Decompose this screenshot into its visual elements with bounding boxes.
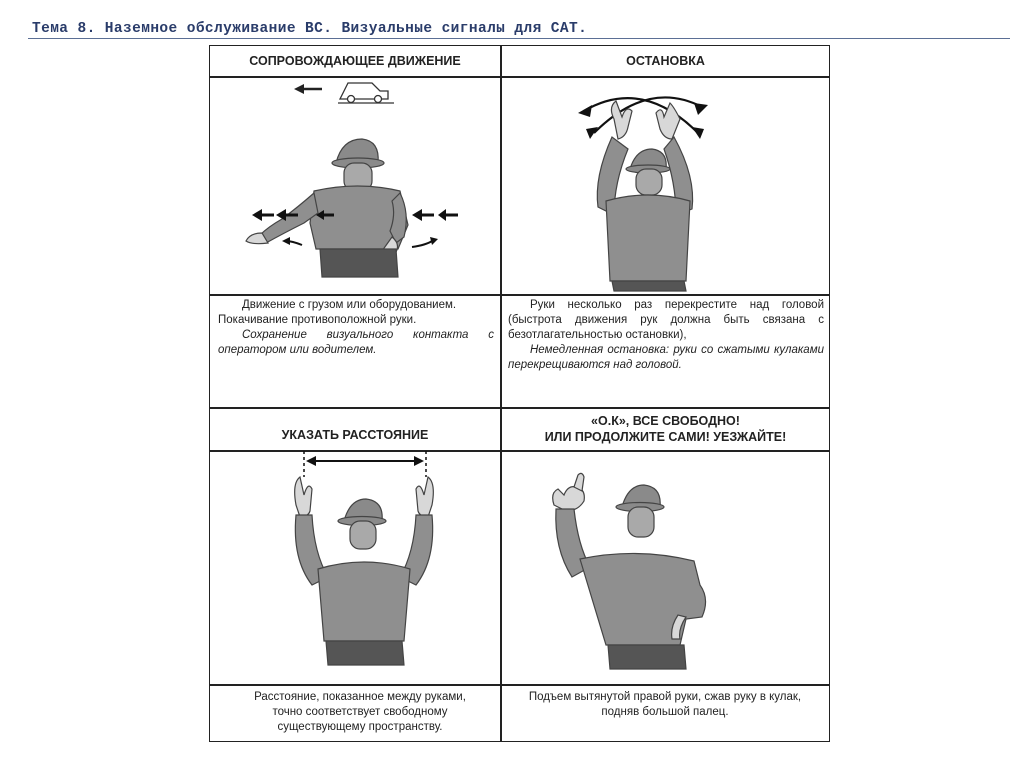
direction-arrow-icon [294, 84, 322, 94]
ground-worker-figure [295, 477, 434, 665]
ok-signal-illustration [502, 449, 828, 671]
car-icon [338, 83, 394, 103]
escort-line-3: Сохранение визуального контакта с оператором или водителем. [218, 329, 494, 356]
stop-description [508, 298, 824, 373]
row-divider [210, 294, 829, 296]
row-divider [210, 684, 829, 686]
distance-line-1: Расстояние, показанное между руками, точно соответствует свободному существующему пространству. [254, 691, 466, 733]
cell-heading-stop: ОСТАНОВКА [626, 54, 705, 68]
ok-line-1: Подъем вытянутой правой руки, сжав руку в кулак, подняв большой палец. [528, 691, 802, 718]
title-underline [28, 38, 1010, 39]
escort-line-1: Движение с грузом или оборудованием. [242, 299, 457, 311]
distance-signal-illustration [212, 449, 498, 671]
escort-line-2: Покачивание противоположной руки. [218, 314, 417, 326]
stop-line-2: Немедленная остановка: руки со сжатыми кулаками перекрещиваются над головой. [508, 344, 824, 371]
escort-signal-illustration [212, 77, 498, 291]
arrow-heads-icon [578, 103, 708, 139]
ground-worker-figure [246, 139, 408, 277]
ground-worker-figure [553, 473, 706, 669]
slide-title: Тема 8. Наземное обслуживание ВС. Визуальные сигналы для САТ. [32, 21, 588, 37]
cell-heading-ok [502, 408, 829, 450]
ok-description [525, 690, 805, 720]
cell-heading-distance: УКАЗАТЬ РАССТОЯНИЕ [281, 428, 429, 442]
cell-heading-escort: СОПРОВОЖДАЮЩЕЕ ДВИЖЕНИЕ [249, 54, 461, 68]
ground-worker-figure [597, 101, 692, 291]
escort-description [218, 298, 494, 358]
crossing-arrows-icon [584, 97, 702, 133]
ok-heading-line2: ИЛИ ПРОДОЛЖИТЕ САМИ! УЕЗЖАЙТЕ! [544, 430, 787, 444]
stop-signal-illustration [502, 77, 828, 291]
ok-heading-line1: «О.К», ВСЕ СВОБОДНО! [591, 414, 740, 428]
distance-description [240, 690, 480, 735]
stop-line-1: Руки несколько раз перекрестите над головой (быстрота движения рук должна быть связана с безотлагательностью остановки), [508, 299, 824, 341]
distance-arrow-icon [304, 451, 426, 477]
